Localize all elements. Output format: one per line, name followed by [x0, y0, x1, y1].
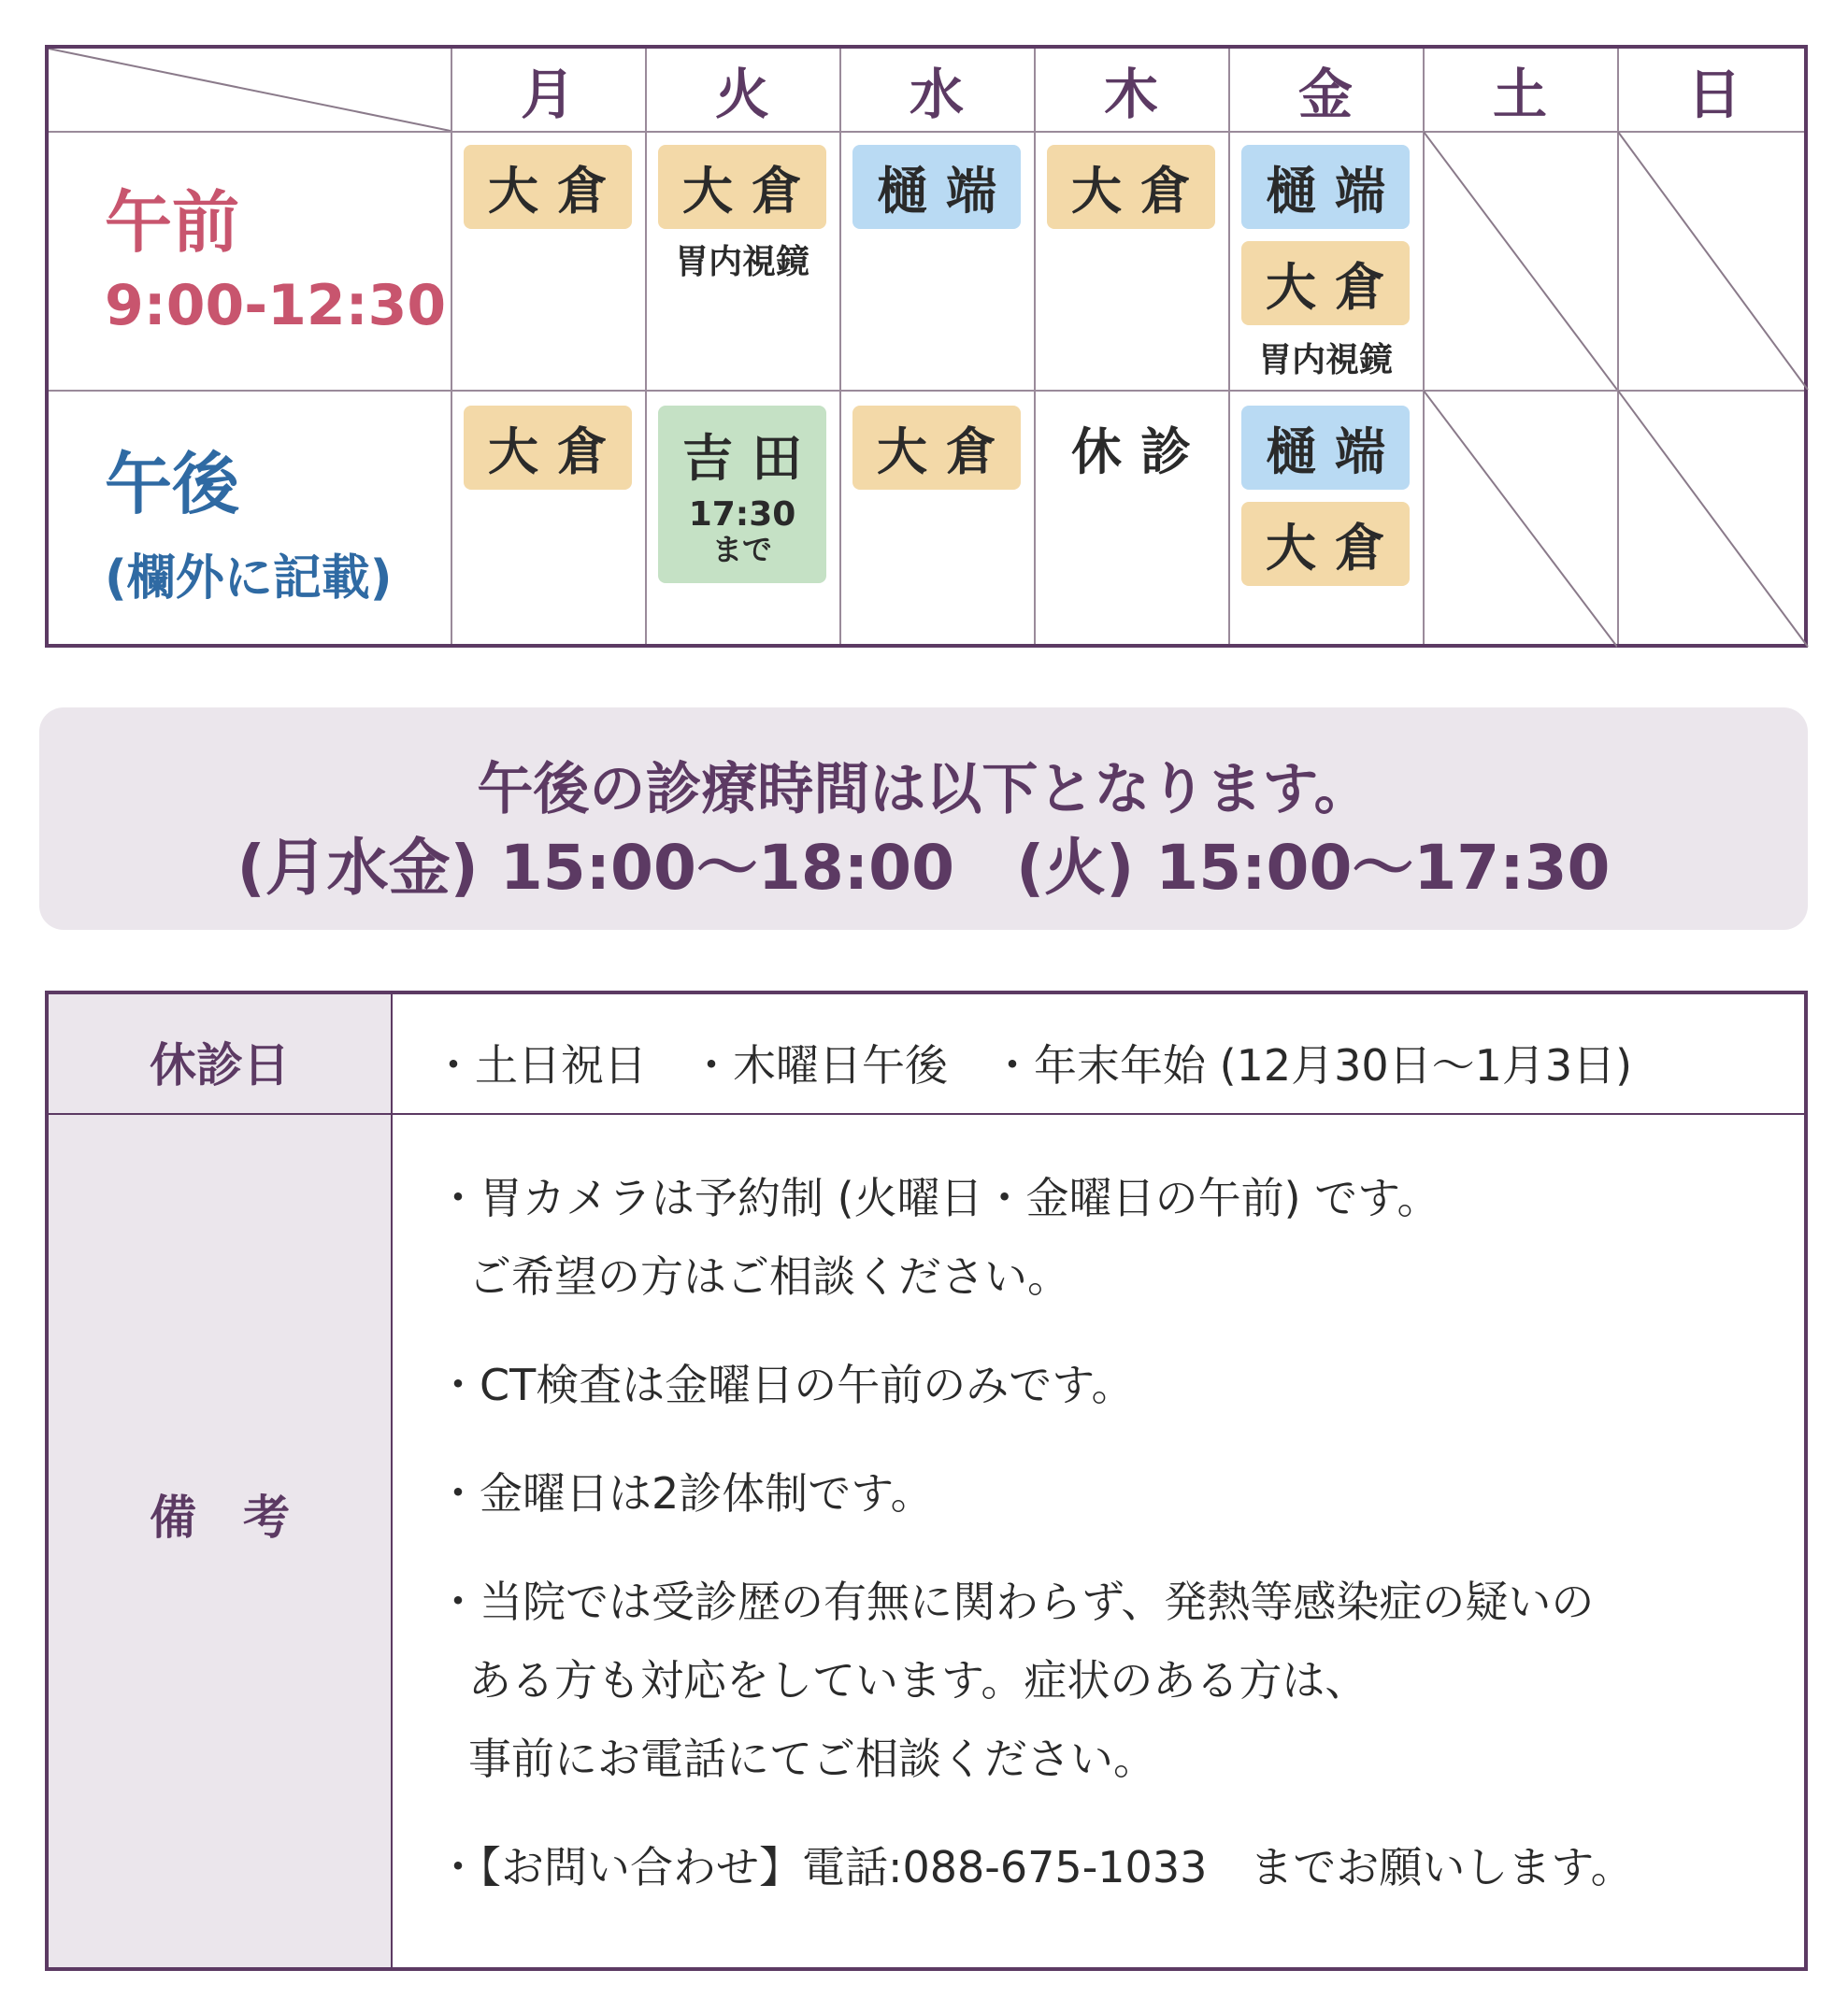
day-header-mon: 月 [520, 63, 575, 126]
am-fri-doctor-2: 大倉 [1241, 241, 1410, 325]
grid-line [1034, 49, 1036, 644]
note-line: ・当院では受診歴の有無に関わらず、発熱等感染症の疑いの [437, 1577, 1595, 1627]
pm-tue-until: まで [711, 531, 772, 567]
grid-line [451, 49, 452, 644]
pm-fri-doctor-1: 樋端 [1241, 406, 1410, 490]
pm-mon-doctor: 大倉 [464, 406, 632, 490]
sun-am-diagonal [1618, 132, 1812, 390]
day-header-sun: 日 [1686, 63, 1741, 126]
morning-time: 9:00-12:30 [105, 273, 447, 338]
grid-line [839, 49, 841, 644]
day-header-fri: 金 [1297, 63, 1353, 126]
note-line: ・金曜日は2診体制です。 [437, 1468, 934, 1519]
banner-line-1: 午後の診療時間は以下となります。 [477, 757, 1370, 822]
pm-wed-doctor: 大倉 [852, 406, 1021, 490]
schedule-table [45, 45, 1808, 648]
am-thu-doctor: 大倉 [1047, 145, 1215, 229]
morning-label [105, 183, 447, 338]
sun-pm-diagonal [1618, 391, 1812, 649]
pm-fri-doctor-2: 大倉 [1241, 502, 1410, 586]
notes-label: 備 考 [150, 1491, 290, 1545]
day-header-wed: 水 [909, 63, 964, 126]
morning-title: 午前 [105, 183, 240, 262]
grid-line [1228, 49, 1230, 644]
afternoon-label [105, 445, 393, 608]
am-wed-doctor: 樋端 [852, 145, 1021, 229]
afternoon-hours-banner [39, 707, 1808, 930]
grid-line [645, 49, 647, 644]
afternoon-title: 午後 [105, 445, 240, 523]
note-line: ・胃カメラは予約制 (火曜日・金曜日の午前) です。 [437, 1173, 1440, 1223]
contact-line: ・【お問い合わせ】電話:088-675-1033 までお願いします。 [437, 1842, 1634, 1892]
info-row-divider [49, 1113, 1804, 1115]
am-tue-note: 胃内視鏡 [674, 243, 809, 281]
afternoon-subtitle: (欄外に記載) [105, 550, 393, 607]
closed-days-text: ・土日祝日 ・木曜日午後 ・年末年始 (12月30日〜1月3日) [432, 1040, 1633, 1091]
note-line: 事前にお電話にてご相談ください。 [468, 1734, 1156, 1784]
pm-tue-doctor-name: 吉田 [682, 429, 821, 489]
banner-line-2: (月水金) 15:00〜18:00 (火) 15:00〜17:30 [236, 832, 1611, 904]
day-header-tue: 火 [714, 63, 769, 126]
sat-am-diagonal [1424, 132, 1617, 390]
day-header-thu: 木 [1103, 63, 1158, 126]
am-tue-doctor: 大倉 [658, 145, 826, 229]
header-corner-diagonal [49, 49, 451, 133]
pm-tue-doctor [658, 406, 826, 583]
note-line: ある方も対応をしています。症状のある方は、 [468, 1655, 1368, 1706]
am-fri-note: 胃内視鏡 [1257, 341, 1393, 379]
day-header-sat: 土 [1492, 63, 1547, 126]
note-line: ・CT検査は金曜日の午前のみです。 [437, 1360, 1135, 1410]
pm-tue-time: 17:30 [688, 495, 796, 535]
pm-thu-closed: 休診 [1071, 421, 1210, 481]
sat-pm-diagonal [1424, 391, 1617, 649]
note-line: ご希望の方はご相談ください。 [468, 1251, 1070, 1302]
info-table [45, 991, 1808, 1971]
am-fri-doctor-1: 樋端 [1241, 145, 1410, 229]
closed-days-label: 休診日 [150, 1038, 290, 1092]
am-mon-doctor: 大倉 [464, 145, 632, 229]
